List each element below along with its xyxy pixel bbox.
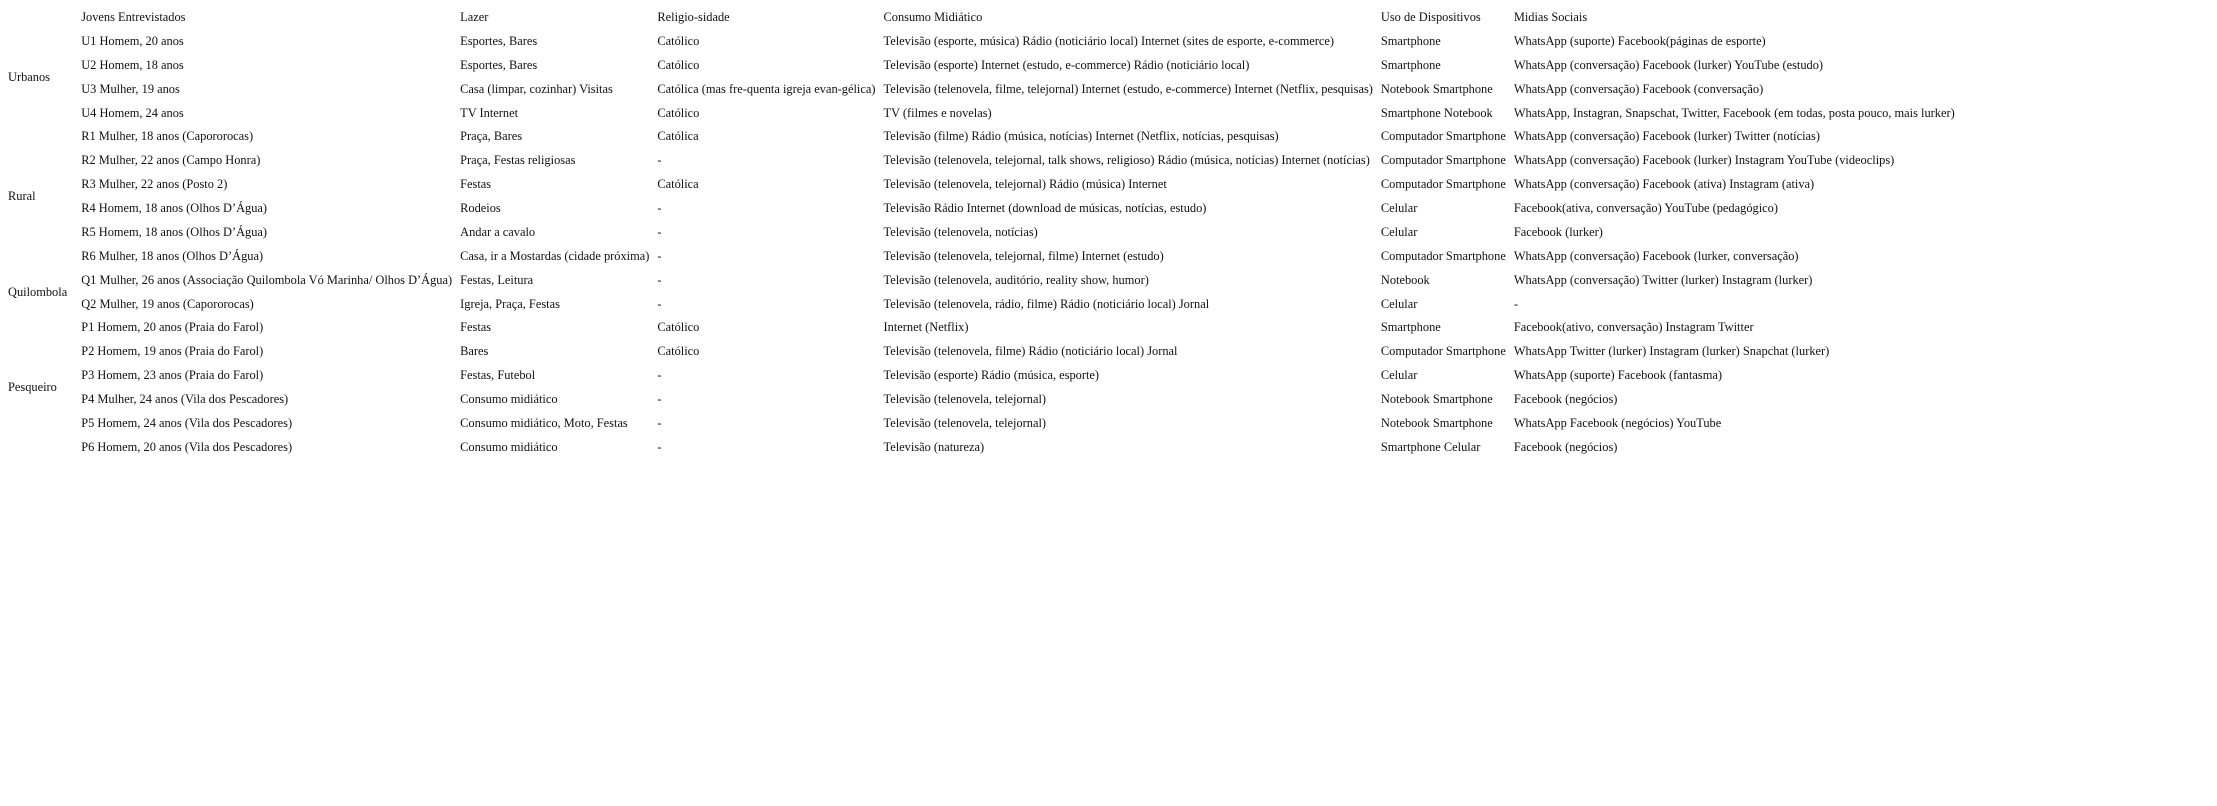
table-row [5,220,1959,244]
cell-religiosity: - [657,201,662,215]
cell-media-consumption: Televisão (telenovela, rádio, filme) Rádio (noticiário local) Jornal [883,296,1210,311]
table-row [5,292,1959,316]
cell-devices: Celular [1380,224,1418,239]
header-leisure: Lazer [460,10,489,24]
table-row [5,435,1959,459]
cell-social-media: Facebook(ativa, conversação) YouTube (pedagógico) [1513,201,1778,215]
group-label: Pesqueiro [8,380,57,395]
cell-leisure: Rodeios [460,201,501,215]
cell-media-consumption: Televisão (telenovela, telejornal) [883,415,1047,430]
cell-leisure: Festas [460,320,492,335]
cell-social-media: Facebook (negócios) [1513,439,1618,454]
cell-interviewee: U3 Mulher, 19 anos [81,81,180,96]
cell-interviewee: R2 Mulher, 22 anos (Campo Honra) [81,153,261,168]
cell-interviewee: R6 Mulher, 18 anos (Olhos D’Água) [81,248,264,263]
table-row [5,29,1959,53]
cell-religiosity: Católico [657,33,700,48]
cell-leisure: Casa (limpar, cozinhar) Visitas [460,81,613,96]
cell-media-consumption: Televisão (esporte) Internet (estudo, e-commerce) Rádio (noticiário local) [883,57,1250,72]
cell-media-consumption: Televisão (telenovela, telejornal) Rádio (música) Internet [883,177,1167,192]
table-row [5,197,1959,221]
cell-religiosity: - [657,439,662,454]
cell-interviewee: P3 Homem, 23 anos (Praia do Farol) [81,368,264,383]
cell-interviewee: P2 Homem, 19 anos (Praia do Farol) [81,344,264,359]
table-wrapper [5,5,1959,459]
cell-media-consumption: Televisão (telenovela, filme, telejornal) Internet (estudo, e-commerce) Internet (Netflix, pesquisas) [883,81,1373,96]
cell-religiosity: Católico [657,57,700,72]
cell-social-media: WhatsApp (conversação) Twitter (lurker) Instagram (lurker) [1513,272,1813,287]
header-interviewees: Jovens Entrevistados [81,10,186,24]
cell-religiosity: Católico [657,320,700,335]
cell-devices: Celular [1380,296,1418,311]
cell-social-media: Facebook(ativo, conversação) Instagram Twitter [1513,320,1754,335]
cell-social-media: WhatsApp, Instagran, Snapschat, Twitter, Facebook (em todas, posta pouco, mais lurker) [1513,105,1955,120]
cell-religiosity: Católica [657,177,699,192]
cell-media-consumption: TV (filmes e novelas) [883,105,992,120]
cell-leisure: Bares [460,344,489,359]
cell-religiosity: - [657,392,662,406]
table-row [5,125,1959,149]
cell-religiosity: Católica [657,129,699,144]
cell-devices: Computador Smartphone [1380,129,1506,144]
cell-leisure: Festas, Futebol [460,368,536,383]
table-row [5,316,1959,340]
cell-interviewee: Q2 Mulher, 19 anos (Capororocas) [81,296,254,311]
cell-media-consumption: Televisão (telenovela, filme) Rádio (noticiário local) Jornal [883,344,1178,359]
cell-religiosity: - [657,296,662,311]
cell-religiosity: Católica (mas fre-quenta igreja evan-gélica) [657,81,876,96]
cell-devices: Notebook [1380,272,1430,287]
cell-interviewee: R3 Mulher, 22 anos (Posto 2) [81,177,228,192]
cell-devices: Computador Smartphone [1380,177,1506,192]
group-label: Quilombola [8,284,68,299]
cell-devices: Celular [1380,368,1418,383]
header-row [5,5,1959,29]
cell-social-media: Facebook (negócios) [1513,392,1618,406]
cell-leisure: Esportes, Bares [460,33,538,48]
table-row [5,77,1959,101]
group-label: Rural [8,189,36,204]
cell-social-media: WhatsApp (conversação) Facebook (conversação) [1513,81,1764,96]
cell-media-consumption: Televisão (telenovela, telejornal, filme) Internet (estudo) [883,248,1164,263]
cell-media-consumption: Televisão (telenovela, telejornal) [883,392,1047,406]
cell-media-consumption: Televisão (filme) Rádio (música, notícias) Internet (Netflix, notícias, pesquisas) [883,129,1279,144]
cell-leisure: Esportes, Bares [460,57,538,72]
cell-devices: Smartphone [1380,33,1441,48]
cell-religiosity: - [657,272,662,287]
cell-interviewee: R4 Homem, 18 anos (Olhos D’Água) [81,201,268,215]
cell-leisure: Consumo midiático [460,392,558,406]
table-row [5,268,1959,292]
cell-religiosity: Católico [657,344,700,359]
header-devices: Uso de Dispositivos [1380,10,1481,24]
table-header [5,5,1959,29]
cell-religiosity: - [657,415,662,430]
cell-devices: Celular [1380,201,1418,215]
cell-devices: Notebook Smartphone [1380,81,1493,96]
table-row [5,340,1959,364]
header-religiosity: Religio-sidade [657,10,730,24]
table-body [5,29,1959,459]
cell-social-media: WhatsApp (suporte) Facebook (fantasma) [1513,368,1722,383]
cell-interviewee: R5 Homem, 18 anos (Olhos D’Água) [81,224,268,239]
cell-interviewee: U1 Homem, 20 anos [81,33,184,48]
cell-social-media: WhatsApp (conversação) Facebook (ativa) Instagram (ativa) [1513,177,1815,192]
cell-social-media: WhatsApp (conversação) Facebook (lurker, conversação) [1513,248,1799,263]
cell-devices: Computador Smartphone [1380,248,1506,263]
cell-media-consumption: Televisão (telenovela, notícias) [883,224,1038,239]
cell-interviewee: U2 Homem, 18 anos [81,57,184,72]
cell-social-media: - [1513,296,1518,311]
table-row [5,101,1959,125]
cell-interviewee: P5 Homem, 24 anos (Vila dos Pescadores) [81,415,293,430]
cell-social-media: WhatsApp (conversação) Facebook (lurker) Twitter (notícias) [1513,129,1820,144]
header-media-consumption: Consumo Midiático [883,10,983,24]
cell-social-media: WhatsApp (suporte) Facebook(páginas de esporte) [1513,33,1766,48]
cell-leisure: Casa, ir a Mostardas (cidade próxima) [460,248,650,263]
cell-media-consumption: Televisão (telenovela, auditório, reality show, humor) [883,272,1149,287]
cell-social-media: WhatsApp Facebook (negócios) YouTube [1513,415,1722,430]
cell-devices: Computador Smartphone [1380,153,1506,168]
cell-media-consumption: Televisão (telenovela, telejornal, talk shows, religioso) Rádio (música, notícias) Internet (notícias) [883,153,1370,168]
cell-interviewee: Q1 Mulher, 26 anos (Associação Quilombola Vó Marinha/ Olhos D’Água) [81,272,453,287]
cell-social-media: Facebook (lurker) [1513,224,1603,239]
cell-media-consumption: Televisão Rádio Internet (download de músicas, notícias, estudo) [883,201,1207,215]
cell-religiosity: - [657,248,662,263]
table-row [5,364,1959,388]
cell-media-consumption: Televisão (esporte, música) Rádio (noticiário local) Internet (sites de esporte, e-commerce) [883,33,1335,48]
cell-religiosity: - [657,153,662,168]
cell-leisure: Festas [460,177,492,192]
cell-leisure: Consumo midiático, Moto, Festas [460,415,628,430]
cell-social-media: WhatsApp Twitter (lurker) Instagram (lurker) Snapchat (lurker) [1513,344,1830,359]
cell-interviewee: U4 Homem, 24 anos [81,105,184,120]
cell-media-consumption: Televisão (esporte) Rádio (música, esporte) [883,368,1100,383]
cell-devices: Smartphone Notebook [1380,105,1493,120]
table-row [5,411,1959,435]
cell-leisure: Festas, Leitura [460,272,534,287]
table-row [5,149,1959,173]
cell-leisure: Praça, Festas religiosas [460,153,576,168]
cell-interviewee: P4 Mulher, 24 anos (Vila dos Pescadores) [81,392,289,406]
cell-interviewee: R1 Mulher, 18 anos (Capororocas) [81,129,254,144]
cell-devices: Smartphone [1380,320,1441,335]
cell-religiosity: - [657,368,662,383]
cell-devices: Computador Smartphone [1380,344,1506,359]
group-label: Urbanos [8,69,50,84]
table-row [5,53,1959,77]
header-social-media: Midias Sociais [1513,10,1588,24]
cell-religiosity: Católico [657,105,700,120]
table-row [5,173,1959,197]
cell-media-consumption: Televisão (natureza) [883,439,985,454]
cell-social-media: WhatsApp (conversação) Facebook (lurker) YouTube (estudo) [1513,57,1824,72]
cell-leisure: Andar a cavalo [460,224,536,239]
cell-devices: Smartphone Celular [1380,439,1481,454]
cell-devices: Smartphone [1380,57,1441,72]
table-row [5,388,1959,412]
cell-leisure: Consumo midiático [460,439,558,454]
cell-leisure: TV Internet [460,105,519,120]
cell-interviewee: P6 Homem, 20 anos (Vila dos Pescadores) [81,439,293,454]
cell-leisure: Praça, Bares [460,129,523,144]
cell-social-media: WhatsApp (conversação) Facebook (lurker) Instagram YouTube (videoclips) [1513,153,1895,168]
interviewees-table [5,5,1959,459]
cell-media-consumption: Internet (Netflix) [883,320,969,335]
table-row [5,244,1959,268]
cell-religiosity: - [657,224,662,239]
cell-interviewee: P1 Homem, 20 anos (Praia do Farol) [81,320,264,335]
cell-devices: Notebook Smartphone [1380,415,1493,430]
cell-devices: Notebook Smartphone [1380,392,1493,406]
cell-leisure: Igreja, Praça, Festas [460,296,560,311]
header-group [5,5,77,29]
